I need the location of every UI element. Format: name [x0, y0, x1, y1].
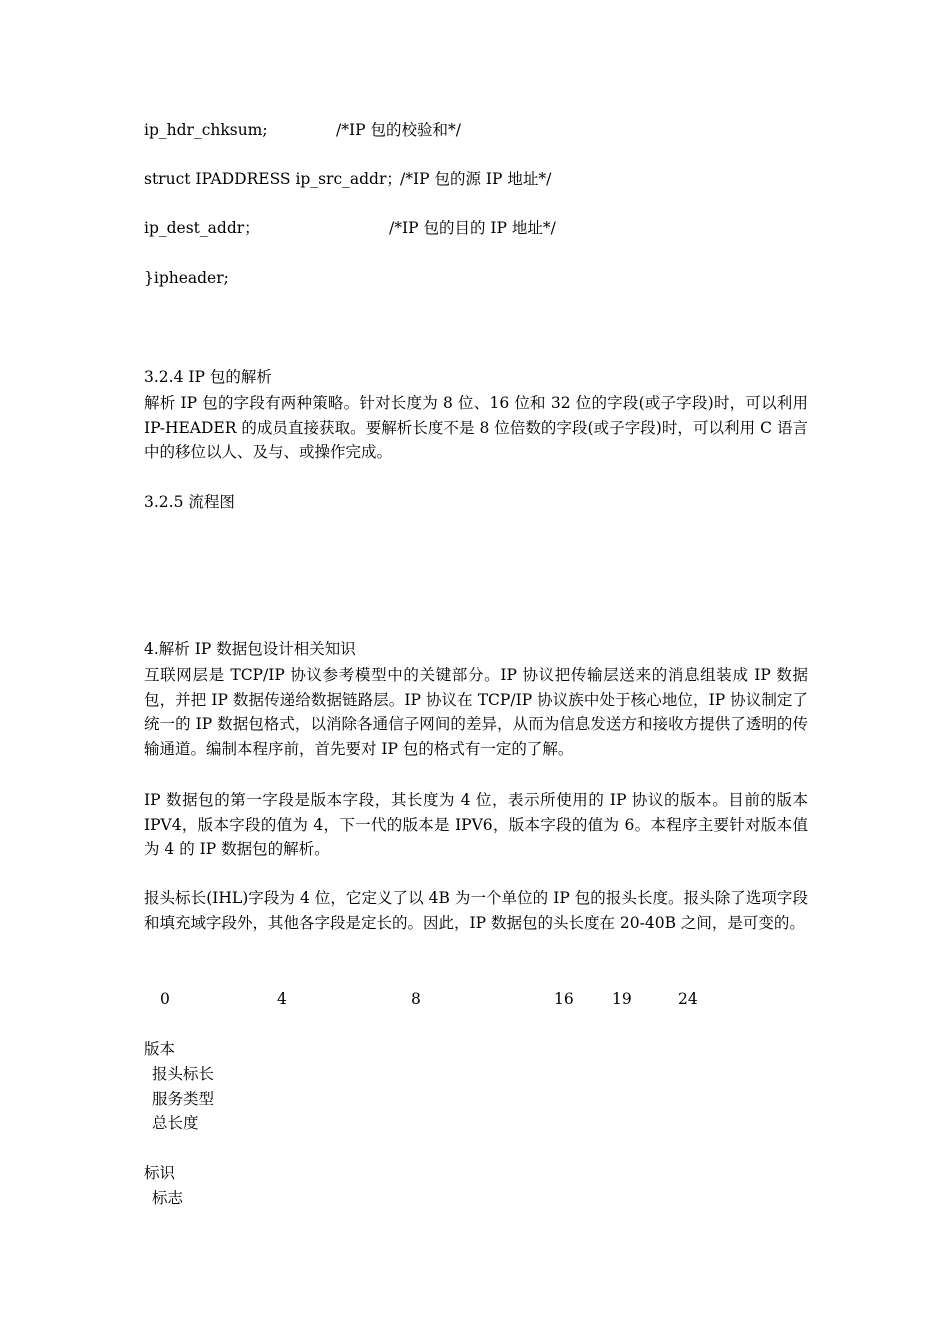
code-line-field: ip_dest_addr；: [144, 219, 260, 237]
bit-ruler-label: 24: [678, 990, 698, 1008]
code-closing-brace: }ipheader;: [144, 269, 229, 287]
code-line-field: struct IPADDRESS ip_src_addr；: [144, 170, 402, 188]
bit-ruler-label: 8: [411, 990, 421, 1008]
code-line-comment: /*IP 包的校验和*/: [336, 121, 461, 139]
section-heading: 3.2.5 流程图: [144, 493, 235, 511]
header-field-label: 标志: [152, 1189, 184, 1207]
code-line-field: ip_hdr_chksum;: [144, 121, 268, 139]
bit-ruler-label: 4: [277, 990, 287, 1008]
header-field-label: 标识: [144, 1164, 176, 1182]
code-line-comment: /*IP 包的目的 IP 地址*/: [389, 219, 556, 237]
bit-ruler-label: 19: [612, 990, 632, 1008]
section-paragraph: IP 数据包的第一字段是版本字段，其长度为 4 位，表示所使用的 IP 协议的版本。目前的版本 IPV4，版本字段的值为 4，下一代的版本是 IPV6，版本字段的值为 6。本程序主要针对版本值为 4 的 IP 数据包的解析。: [144, 791, 808, 858]
bit-ruler-label: 16: [554, 990, 574, 1008]
bit-ruler-label: 0: [160, 990, 170, 1008]
section-heading: 3.2.4 IP 包的解析: [144, 368, 272, 386]
header-field-label: 版本: [144, 1040, 176, 1058]
header-field-label: 服务类型: [152, 1090, 215, 1108]
section-paragraph: 报头标长(IHL)字段为 4 位，它定义了以 4B 为一个单位的 IP 包的报头长度。报头除了选项字段和填充域字段外，其他各字段是定长的。因此，IP 数据包的头长度在 20-40B 之间，是可变的。: [144, 889, 808, 932]
code-line-comment: /*IP 包的源 IP 地址*/: [400, 170, 552, 188]
section-paragraph: 互联网层是 TCP/IP 协议参考模型中的关键部分。IP 协议把传输层送来的消息组装成 IP 数据包，并把 IP 数据传递给数据链路层。IP 协议在 TCP/IP 协议族中处于核心地位，IP 协议制定了统一的 IP 数据包格式，以消除各通信子网间的差异，从而为信息发送方和接收方提供了透明的传输通道。编制本程序前，首先要对 IP 包的格式有一定的了解。: [144, 666, 808, 758]
section-heading: 4.解析 IP 数据包设计相关知识: [144, 640, 356, 658]
header-field-label: 总长度: [152, 1114, 199, 1132]
header-field-label: 报头标长: [152, 1065, 215, 1083]
section-paragraph: 解析 IP 包的字段有两种策略。针对长度为 8 位、16 位和 32 位的字段(或子字段)时，可以利用 IP-HEADER 的成员直接获取。要解析长度不是 8 位倍数的字段(或子字段)时，可以利用 C 语言中的移位以人、及与、或操作完成。: [144, 394, 808, 461]
